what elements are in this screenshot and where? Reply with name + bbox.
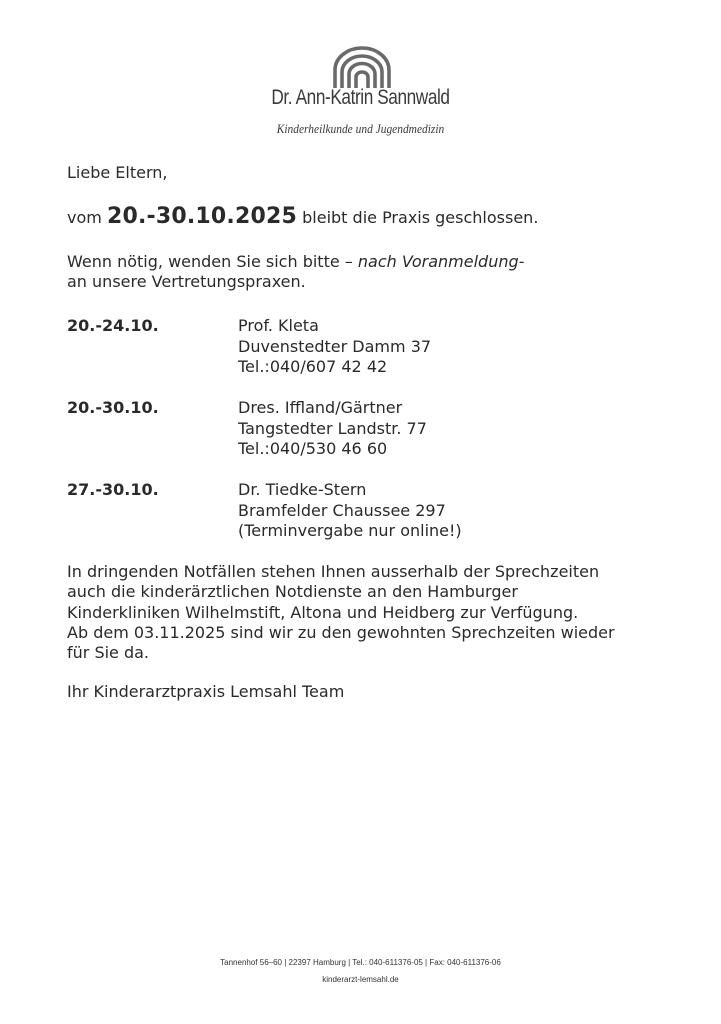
- closure-dates: 20.-30.10.2025: [106, 204, 298, 229]
- rep-3-name: Dr. Tiedke-Stern: [238, 480, 367, 499]
- emergency-line: In dringenden Notfällen stehen Ihnen ausserhalb der Sprechzeiten: [67, 562, 600, 581]
- emergency-line: für Sie da.: [67, 643, 150, 663]
- signoff: Ihr Kinderarztpraxis Lemsahl Team: [67, 682, 345, 701]
- rep-1-name: Prof. Kleta: [238, 316, 319, 335]
- rainbow-logo-icon: [331, 44, 393, 88]
- intro-emphasis: nach Voranmeldung-: [357, 252, 525, 271]
- rep-2-contact: Tel.:040/530 46 60: [238, 439, 388, 458]
- emergency-line: auch die kinderärztlichen Notdienste an den Hamburger: [67, 582, 518, 602]
- rep-2-dates: 20.-30.10.: [67, 398, 159, 417]
- rep-1-address: Duvenstedter Damm 37: [238, 336, 432, 356]
- intro-text: Wenn nötig, wenden Sie sich bitte –: [67, 252, 353, 271]
- intro-paragraph: [67, 252, 524, 292]
- rep-1-contact: Tel.:040/607 42 42: [238, 357, 388, 376]
- rep-2-address: Tangstedter Landstr. 77: [238, 418, 427, 438]
- footer-website: kinderarzt-lemsahl.de: [322, 975, 399, 984]
- emergency-line: Kinderkliniken Wilhelmstift, Altona und Heidberg zur Verfügung.: [67, 602, 579, 622]
- closure-prefix: vom: [67, 208, 102, 227]
- intro-line-1: [67, 252, 524, 272]
- rep-3-address: Bramfelder Chaussee 297: [238, 500, 446, 520]
- doctor-specialty: Kinderheilkunde und Jugendmedizin: [276, 121, 445, 136]
- rep-2-name: Dres. Iffland/Gärtner: [238, 398, 403, 417]
- footer: [150, 954, 571, 988]
- rep-1-dates: 20.-24.10.: [67, 316, 159, 335]
- closure-notice: [67, 203, 538, 232]
- rep-3-info: [238, 480, 462, 542]
- rep-2-info: [238, 398, 427, 460]
- footer-address: Tannenhof 56–60 | 22397 Hamburg | Tel.: 040-611376-05 | Fax: 040-611376-06: [220, 958, 501, 967]
- salutation: Liebe Eltern,: [67, 163, 168, 182]
- rep-1-info: [238, 316, 431, 378]
- rep-3-dates: 27.-30.10.: [67, 480, 159, 499]
- doctor-name: Dr. Ann-Katrin Sannwald: [271, 86, 450, 109]
- rep-3-contact: (Terminvergabe nur online!): [238, 521, 462, 540]
- emergency-paragraph: [67, 562, 615, 663]
- emergency-line: Ab dem 03.11.2025 sind wir zu den gewohnten Sprechzeiten wieder: [67, 622, 615, 642]
- intro-line-2: an unsere Vertretungspraxen.: [67, 272, 306, 291]
- closure-suffix: bleibt die Praxis geschlossen.: [302, 208, 539, 227]
